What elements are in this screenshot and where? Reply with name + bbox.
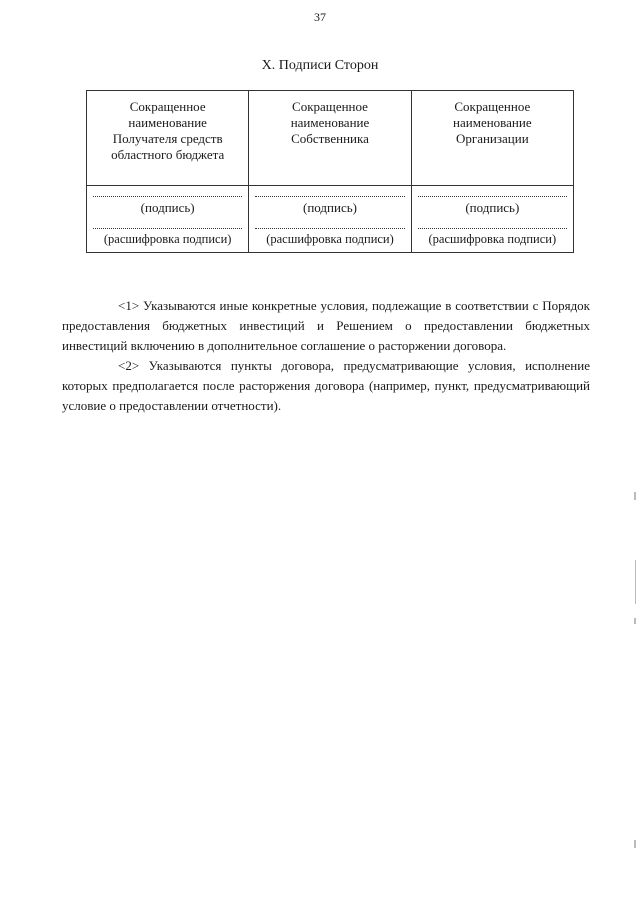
signatures-table <box>86 90 574 253</box>
scan-margin-mark <box>635 560 636 604</box>
decode-label: (расшифровка подписи) <box>266 232 394 246</box>
party-name-line: Собственника <box>291 131 369 146</box>
decode-label: (расшифровка подписи) <box>428 232 557 246</box>
scan-margin-mark <box>634 840 636 848</box>
scan-margin-mark <box>634 618 636 624</box>
party-name-line: Получателя средств <box>112 131 223 146</box>
scan-margin-mark <box>634 492 636 500</box>
party-name-line: наименование <box>128 115 207 130</box>
party-names-row <box>87 91 574 186</box>
decode-label: (расшифровка подписи) <box>103 232 232 246</box>
signature-line <box>418 196 567 197</box>
signature-cell-owner <box>249 186 411 253</box>
footnotes <box>62 296 590 416</box>
party-name-cell-owner <box>249 91 411 186</box>
signature-row <box>87 186 574 253</box>
party-name-cell-recipient <box>87 91 249 186</box>
decode-line <box>255 228 404 229</box>
page-number: 37 <box>314 10 326 24</box>
party-name-line: Сокращенное <box>129 99 206 114</box>
signature-label: (подпись) <box>140 200 195 215</box>
signature-line <box>255 196 404 197</box>
party-name-line: наименование <box>453 115 532 130</box>
party-name-cell-organization <box>411 91 573 186</box>
signature-cell-organization <box>411 186 573 253</box>
party-name-line: областного бюджета <box>111 147 225 162</box>
signature-label: (подпись) <box>303 200 357 215</box>
signature-label: (подпись) <box>465 200 520 215</box>
decode-line <box>93 228 242 229</box>
party-name-line: Сокращенное <box>292 99 368 114</box>
party-name-line: наименование <box>290 115 370 130</box>
signature-line <box>93 196 242 197</box>
section-title: X. Подписи Сторон <box>261 58 379 73</box>
party-name-line: Сокращенное <box>454 99 531 114</box>
signature-cell-recipient <box>87 186 249 253</box>
footnote-1: <1> Указываются иные конкретные условия, подлежащие в соответствии с Порядок предоставления бюджетных инвестиций и Решением о предоставлении бюджетных инвестиций включению в дополнительное соглашение о расторжении договора. <box>62 298 590 353</box>
decode-line <box>418 228 567 229</box>
party-name-line: Организации <box>455 131 529 146</box>
footnote-2: <2> Указываются пункты договора, предусматривающие условия, исполнение которых предполагается после расторжения договора (например, пункт, предусматривающий условие о предоставлении отчетности). <box>62 358 590 413</box>
